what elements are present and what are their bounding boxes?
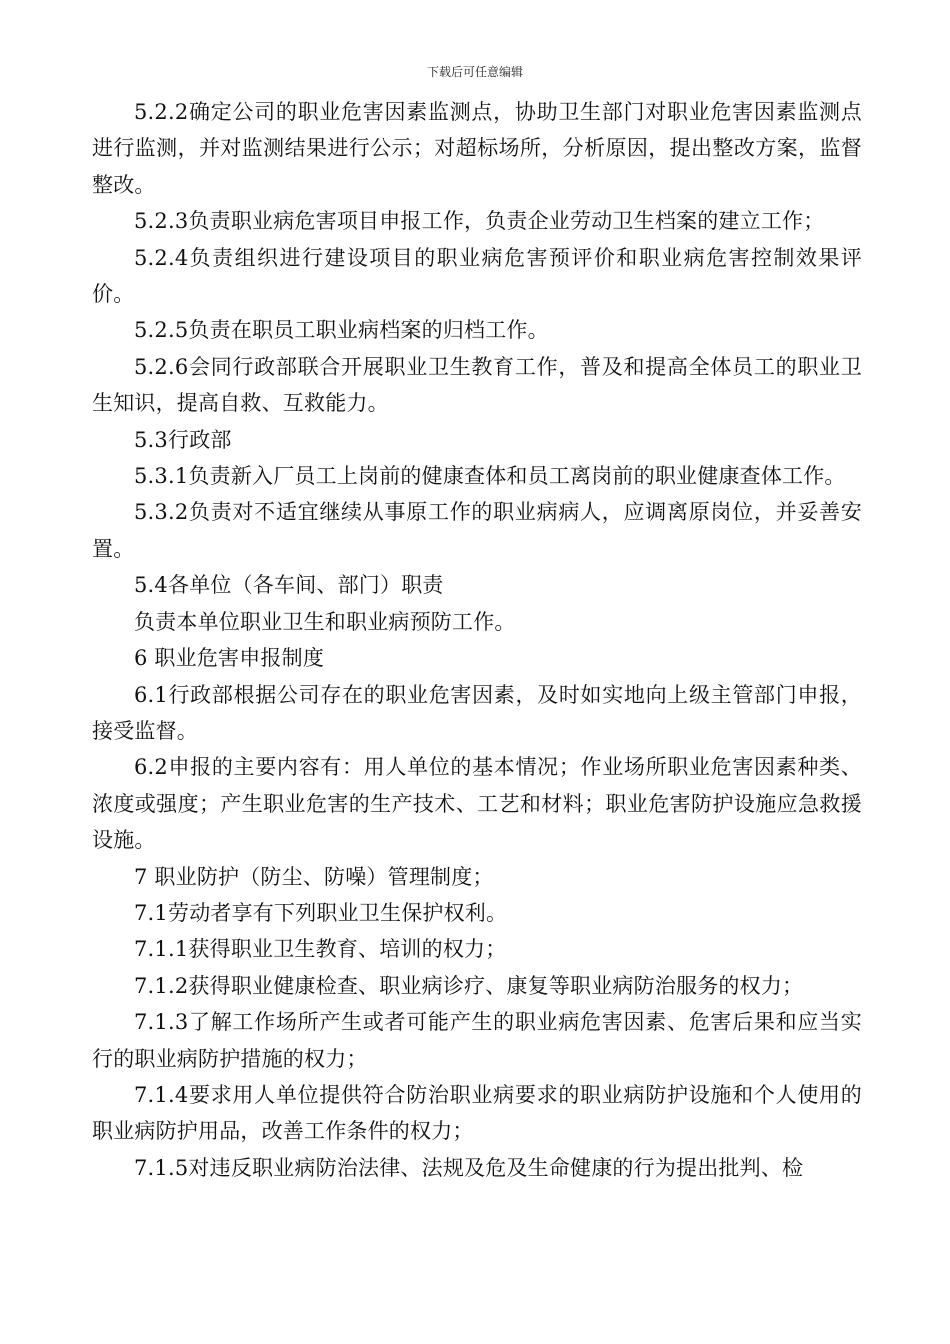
paragraph-5-2-6: 5.2.6会同行政部联合开展职业卫生教育工作，普及和提高全体员工的职业卫生知识，提高自救、互救能力。: [92, 354, 862, 416]
paragraph-7-1-2: 7.1.2获得职业健康检查、职业病诊疗、康复等职业病防治服务的权力；: [134, 973, 804, 998]
section-heading-5-4: 5.4各单位（各车间、部门）职责: [134, 573, 444, 598]
paragraph-5-2-5: 5.2.5负责在职员工职业病档案的归档工作。: [134, 318, 549, 343]
paragraph-7-1: 7.1劳动者享有下列职业卫生保护权利。: [134, 900, 508, 925]
section-heading-5-3: 5.3行政部: [134, 427, 232, 452]
paragraph-6-2: 6.2申报的主要内容有：用人单位的基本情况；作业场所职业危害因素种类、浓度或强度；产生职业危害的生产技术、工艺和材料；职业危害防护设施应急救援设施。: [92, 755, 862, 853]
section-heading-6: 6 职业危害申报制度: [134, 646, 325, 671]
paragraph-7-1-4: 7.1.4要求用人单位提供符合防治职业病要求的职业病防护设施和个人使用的职业病防护用品，改善工作条件的权力；: [92, 1082, 862, 1144]
page-header: 下载后可任意编辑: [426, 65, 523, 79]
section-heading-7: 7 职业防护（防尘、防噪）管理制度；: [134, 864, 494, 889]
paragraph-5-4-body: 负责本单位职业卫生和职业病预防工作。: [134, 609, 516, 634]
paragraph-7-1-5: 7.1.5对违反职业病防治法律、法规及危及生命健康的行为提出批判、检: [134, 1155, 804, 1180]
paragraph-5-3-2: 5.3.2负责对不适宜继续从事原工作的职业病病人，应调离原岗位，并妥善安置。: [92, 500, 862, 561]
paragraph-5-2-2: 5.2.2确定公司的职业危害因素监测点，协助卫生部门对职业危害因素监测点进行监测，并对监测结果进行公示；对超标场所，分析原因，提出整改方案，监督整改。: [92, 100, 862, 197]
paragraph-5-2-4: 5.2.4负责组织进行建设项目的职业病危害预评价和职业病危害控制效果评价。: [92, 245, 862, 307]
document-body: [92, 94, 862, 1186]
paragraph-5-3-1: 5.3.1负责新入厂员工上岗前的健康查体和员工离岗前的职业健康查体工作。: [134, 464, 846, 489]
paragraph-7-1-1: 7.1.1获得职业卫生教育、培训的权力；: [134, 937, 507, 962]
paragraph-6-1: 6.1行政部根据公司存在的职业危害因素，及时如实地向上级主管部门申报，接受监督。: [92, 682, 862, 743]
paragraph-5-2-3: 5.2.3负责职业病危害项目申报工作，负责企业劳动卫生档案的建立工作；: [134, 209, 825, 234]
paragraph-7-1-3: 7.1.3了解工作场所产生或者可能产生的职业病危害因素、危害后果和应当实行的职业病防护措施的权力；: [92, 1010, 862, 1071]
